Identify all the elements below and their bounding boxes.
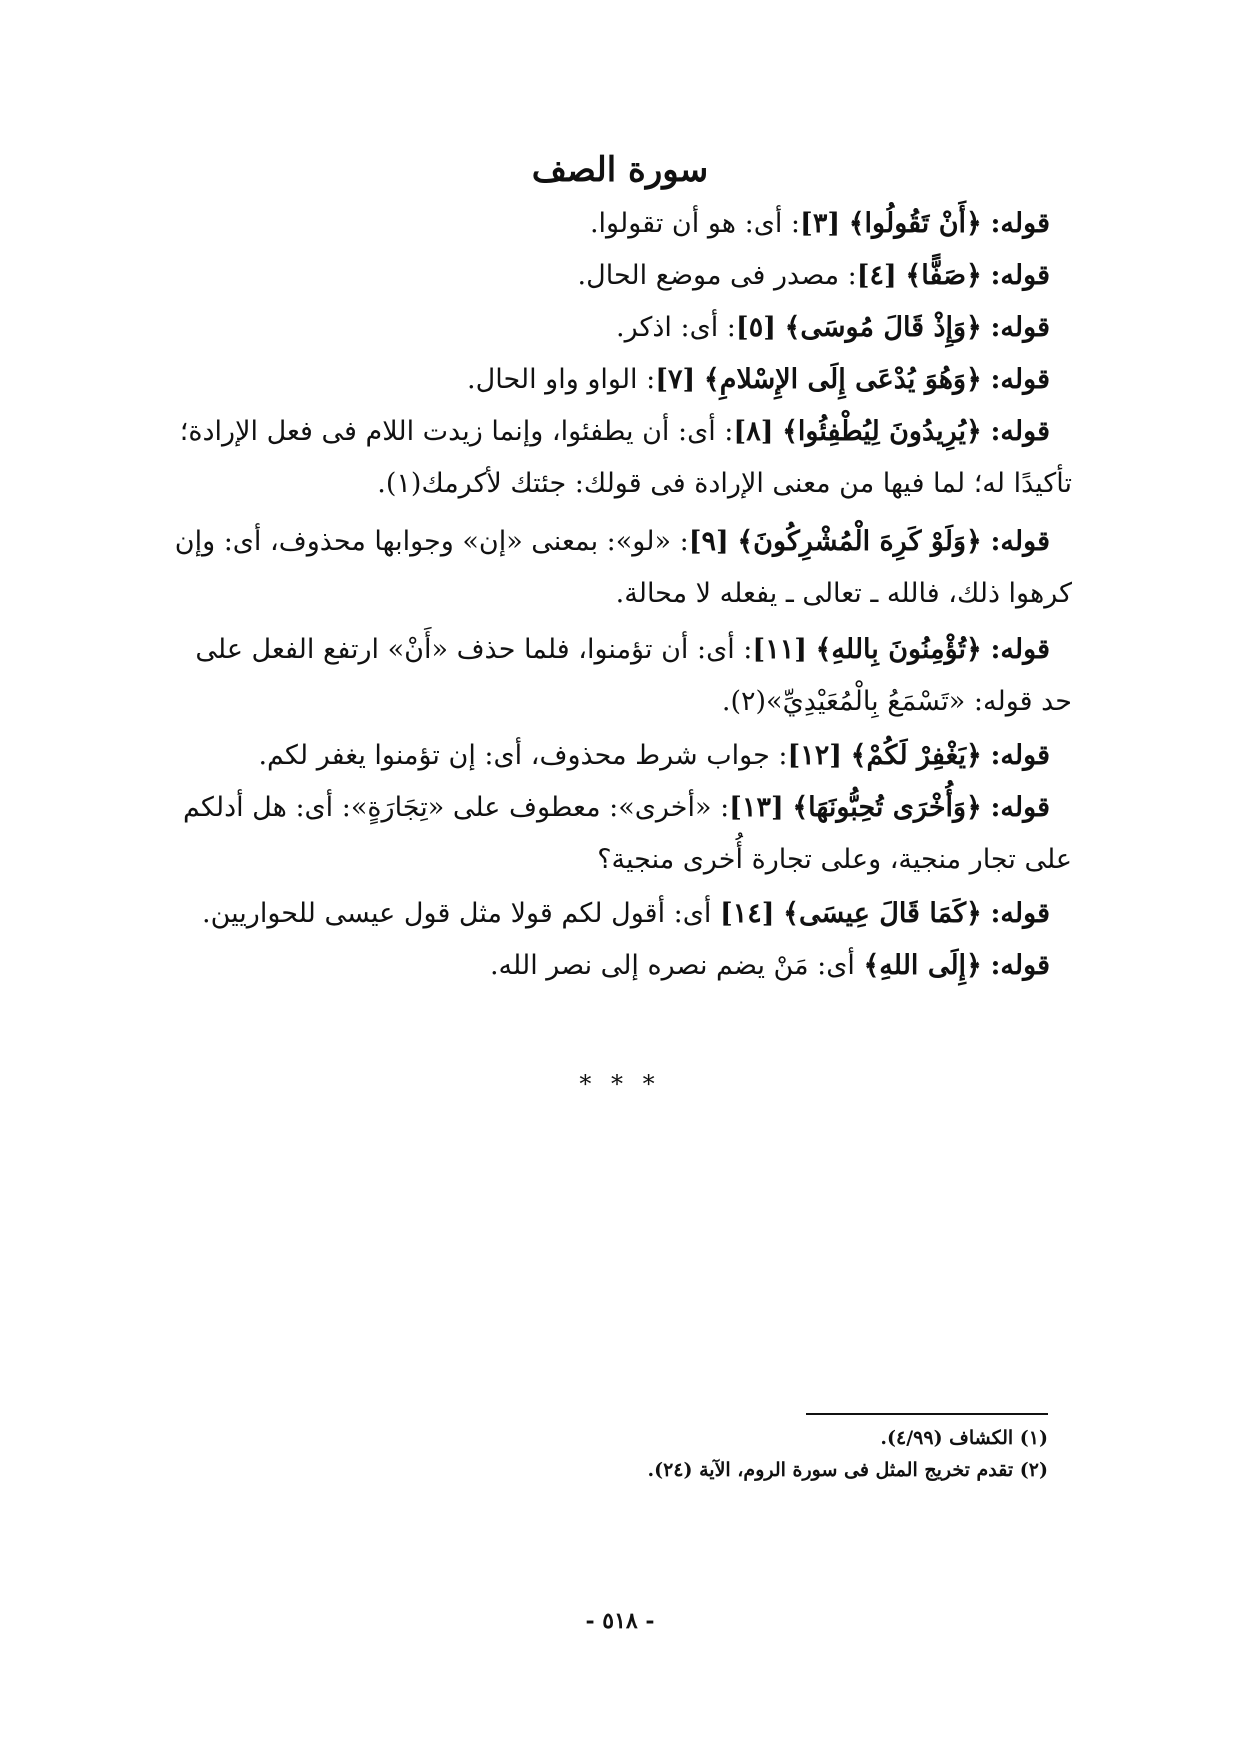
section-separator: * * * (579, 1070, 661, 1098)
entry-text: : «لو»: بمعنى «إن» وجوابها محذوف، أى: وإن (174, 526, 689, 557)
entry-text: : «أخرى»: معطوف على «تِجَارَةٍ»: أى: هل أدلكم (182, 792, 730, 823)
surah-title: سورة الصف (531, 150, 709, 190)
entry-label: قوله: (990, 898, 1050, 929)
quran-quote: ﴿صَفًّا﴾ (905, 260, 982, 291)
footnote: (٢) تقدم تخريج المثل فى سورة الروم، الآية (٢٤). (647, 1459, 1048, 1481)
entry-label: قوله: (990, 740, 1050, 771)
verse-ref: [١٤] (719, 898, 775, 929)
entry-line (202, 898, 1050, 929)
entry-label: قوله: (990, 416, 1050, 447)
entry-label: قوله: (990, 312, 1050, 343)
entry-text: : مصدر فى موضع الحال. (577, 260, 857, 291)
entry-label: قوله: (990, 260, 1050, 291)
entry-continuation: تأكيدًا له؛ لما فيها من معنى الإرادة فى قولك: جئتك لأكرمك(١). (377, 468, 1072, 499)
quran-quote: ﴿إِلَى اللهِ﴾ (863, 950, 982, 981)
entry-line (180, 416, 1050, 447)
quran-quote: ﴿وَأُخْرَى تُحِبُّونَهَا﴾ (792, 792, 982, 823)
entry-line (258, 740, 1050, 771)
entry-continuation: على تجار منجية، وعلى تجارة أُخرى منجية؟ (597, 844, 1072, 875)
entry-text: أى: مَنْ يضم نصره إلى نصر الله. (489, 950, 864, 981)
entry-text: أى: أقول لكم قولا مثل قول عيسى للحواريين. (201, 898, 720, 929)
entry-label: قوله: (990, 526, 1050, 557)
verse-ref: [٨] (733, 416, 774, 447)
entry-line (490, 950, 1050, 981)
quran-quote: ﴿يُرِيدُونَ لِيُطْفِئُوا﴾ (782, 416, 982, 447)
page-number: - ٥١٨ - (585, 1608, 655, 1634)
entry-line (590, 208, 1050, 239)
entry-text: : أى: أن تؤمنوا، فلما حذف «أَنْ» ارتفع الفعل على (195, 634, 753, 665)
footnote: (١) الكشاف (٤/٩٩). (880, 1427, 1048, 1449)
entry-label: قوله: (990, 208, 1050, 239)
quran-quote: ﴿تُؤْمِنُونَ بِاللهِ﴾ (815, 634, 982, 665)
entry-continuation: كرهوا ذلك، فالله ـ تعالى ـ يفعله لا محالة. (615, 578, 1072, 609)
quran-quote: ﴿وَلَوْ كَرِهَ الْمُشْرِكُونَ﴾ (737, 526, 982, 557)
verse-ref: [٩] (688, 526, 729, 557)
verse-ref: [٤] (856, 260, 897, 291)
verse-ref: [٥] (735, 312, 776, 343)
footnote-divider (806, 1413, 1048, 1415)
quran-quote: ﴿وَإِذْ قَالَ مُوسَى﴾ (784, 312, 982, 343)
entry-line (175, 526, 1050, 557)
entry-label: قوله: (990, 364, 1050, 395)
quran-quote: ﴿وَهُوَ يُدْعَى إِلَى الإِسْلامِ﴾ (703, 364, 982, 395)
verse-ref: [١٣] (729, 792, 784, 823)
entry-line (467, 364, 1050, 395)
entry-text: : أى: اذكر. (616, 312, 736, 343)
entry-text: : أى: هو أن تقولوا. (589, 208, 801, 239)
quran-quote: ﴿كَمَا قَالَ عِيسَى﴾ (783, 898, 982, 929)
entry-line (578, 260, 1050, 291)
entry-continuation: حد قوله: «تَسْمَعُ بِالْمُعَيْدِيِّ»(٢). (721, 686, 1072, 717)
entry-label: قوله: (990, 634, 1050, 665)
verse-ref: [١٢] (787, 740, 843, 771)
verse-ref: [٧] (655, 364, 696, 395)
quran-quote: ﴿يَغْفِرْ لَكُمْ﴾ (850, 740, 982, 771)
entry-label: قوله: (990, 950, 1050, 981)
verse-ref: [١١] (752, 634, 807, 665)
verse-ref: [٣] (800, 208, 841, 239)
entry-label: قوله: (990, 792, 1050, 823)
entry-text: : الواو واو الحال. (467, 364, 656, 395)
entry-line (195, 634, 1050, 665)
entry-text: : جواب شرط محذوف، أى: إن تؤمنوا يغفر لكم. (258, 740, 788, 771)
entry-line (616, 312, 1050, 343)
entry-line (183, 792, 1050, 823)
quran-quote: ﴿أَنْ تَقُولُوا﴾ (848, 208, 982, 239)
entry-text: : أى: أن يطفئوا، وإنما زيدت اللام فى فعل الإرادة؛ (179, 416, 734, 447)
